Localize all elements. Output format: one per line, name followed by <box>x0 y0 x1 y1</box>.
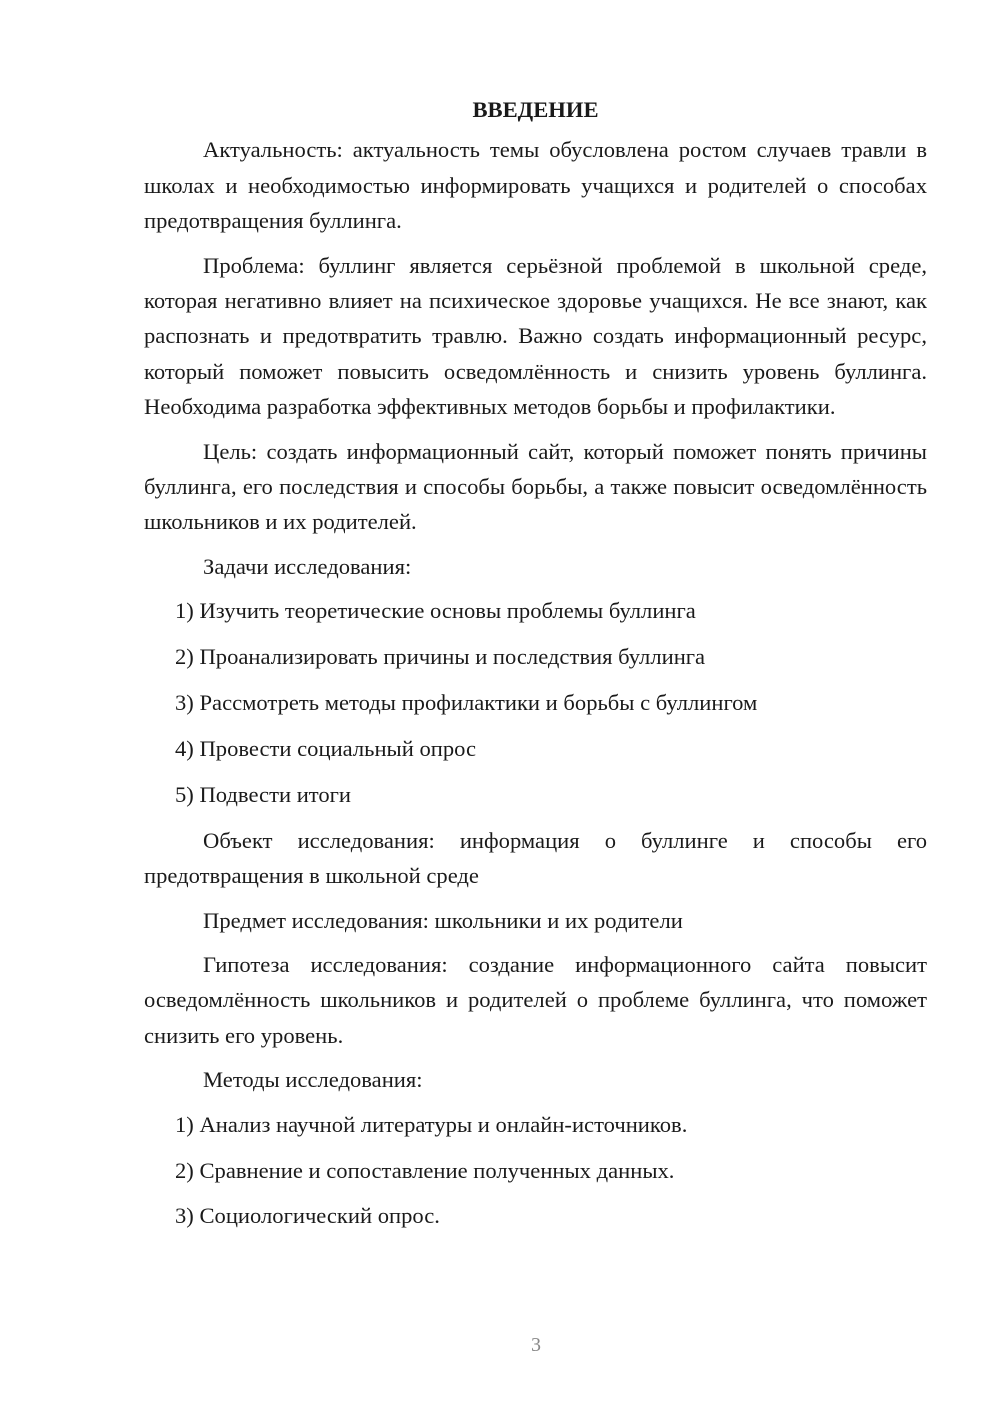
tasks-label: Задачи исследования: <box>203 553 412 579</box>
list-item: 5) Подвести итоги <box>175 781 352 807</box>
goal-paragraph: Цель: создать информационный сайт, который поможет понять причины буллинга, его последствия и способы борьбы, а также повысит осведомлённость школьников и их родителей. <box>144 438 927 535</box>
relevance-paragraph: Актуальность: актуальность темы обусловлена ростом случаев травли в школах и необходимостью информировать учащихся и родителей о способах предотвращения буллинга. <box>144 137 927 234</box>
list-item: 4) Провести социальный опрос <box>175 736 477 761</box>
list-item: 2) Сравнение и сопоставление полученных данных. <box>175 1157 675 1183</box>
list-item: 2) Проанализировать причины и последствия буллинга <box>175 644 706 670</box>
list-item: 3) Социологический опрос. <box>175 1203 440 1229</box>
problem-paragraph: Проблема: буллинг является серьёзной проблемой в школьной среде, которая негативно влияет на психическое здоровье учащихся. Не все знают, как распознать и предотвратить травлю. Важно создать информационный ресурс, который поможет повысить осведомлённость и снизить уровень буллинга. Необходима разработка эффективных методов борьбы и профилактики. <box>144 252 927 420</box>
page-title: ВВЕДЕНИЕ <box>472 97 599 122</box>
object-paragraph: Объект исследования: информация о буллинге и способы его предотвращения в школьной среде <box>144 827 927 889</box>
list-item: 1) Анализ научной литературы и онлайн-источников. <box>175 1111 688 1137</box>
subject-paragraph: Предмет исследования: школьники и их родители <box>203 907 683 933</box>
hypothesis-paragraph: Гипотеза исследования: создание информационного сайта повысит осведомлённость школьников и родителей о проблеме буллинга, что поможет снизить его уровень. <box>144 952 927 1048</box>
methods-label: Методы исследования: <box>203 1067 423 1093</box>
list-item: 1) Изучить теоретические основы проблемы буллинга <box>175 598 696 624</box>
page-number: 3 <box>531 1334 541 1356</box>
page-content <box>144 92 927 1244</box>
tasks-list <box>144 593 927 812</box>
methods-list <box>144 1107 927 1234</box>
list-item: 3) Рассмотреть методы профилактики и борьбы с буллингом <box>175 690 758 716</box>
